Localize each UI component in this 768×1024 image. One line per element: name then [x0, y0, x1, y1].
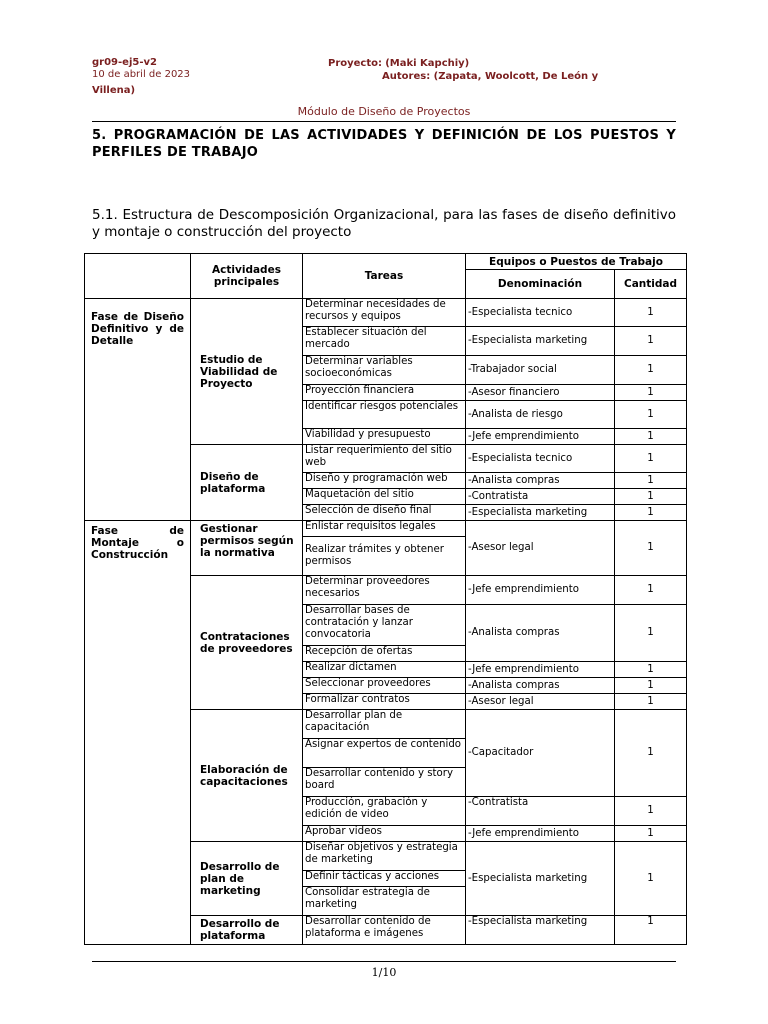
- task-cell: Diseñar objetivos y estrategia de marketing: [303, 842, 466, 871]
- denomination-cell: -Especialista marketing: [466, 327, 615, 356]
- quantity-cell: 1: [615, 401, 687, 429]
- activity-cell: Gestionar permisos según la normativa: [191, 521, 303, 576]
- denomination-cell: -Analista de riesgo: [466, 401, 615, 429]
- quantity-cell: 1: [615, 678, 687, 694]
- activity-cell: Desarrollo de plan de marketing: [191, 842, 303, 916]
- doc-code: gr09-ej5-v2: [92, 57, 157, 68]
- denomination-cell: -Jefe emprendimiento: [466, 826, 615, 842]
- quantity-cell: 1: [615, 521, 687, 576]
- quantity-cell: 1: [615, 576, 687, 605]
- header-rule: [92, 121, 676, 122]
- footer-rule: [92, 961, 676, 962]
- task-cell: Seleccionar proveedores: [303, 678, 466, 694]
- authors-label: Autores: [382, 71, 427, 82]
- quantity-cell: 1: [615, 445, 687, 473]
- task-cell: Formalizar contratos: [303, 694, 466, 710]
- header-phase: [85, 254, 191, 299]
- denomination-cell: -Especialista tecnico: [466, 445, 615, 473]
- module-title: Módulo de Diseño de Proyectos: [297, 105, 471, 118]
- task-cell: Producción, grabación y edición de video: [303, 797, 466, 826]
- quantity-cell: 1: [615, 710, 687, 797]
- header-denomination: Denominación: [466, 270, 615, 299]
- task-cell: Asignar expertos de contenido: [303, 739, 466, 768]
- quantity-cell: 1: [615, 327, 687, 356]
- activity-cell: Estudio de Viabilidad de Proyecto: [191, 299, 303, 445]
- organizational-breakdown-table: [84, 253, 687, 945]
- activity-cell: Desarrollo de plataforma: [191, 916, 303, 945]
- task-cell: Listar requerimiento del sitio web: [303, 445, 466, 473]
- task-cell: Diseño y programación web: [303, 473, 466, 489]
- phase-cell: Fase de Diseño Definitivo y de Detalle: [85, 299, 191, 521]
- denomination-cell: -Analista compras: [466, 678, 615, 694]
- denomination-cell: -Especialista marketing: [466, 842, 615, 916]
- task-cell: Determinar proveedores necesarios: [303, 576, 466, 605]
- section-title: 5. PROGRAMACIÓN DE LAS ACTIVIDADES Y DEFINICIÓN DE LOS PUESTOS Y PERFILES DE TRABAJO: [92, 128, 676, 160]
- task-cell: Aprobar videos: [303, 826, 466, 842]
- subsection-title: 5.1. Estructura de Descomposición Organizacional, para las fases de diseño definitivo y montaje o construcción del proyecto: [92, 207, 676, 240]
- quantity-cell: 1: [615, 385, 687, 401]
- task-cell: Determinar necesidades de recursos y equipos: [303, 299, 466, 327]
- task-cell: Proyección financiera: [303, 385, 466, 401]
- activity-cell: Diseño de plataforma: [191, 445, 303, 521]
- denomination-cell: -Jefe emprendimiento: [466, 662, 615, 678]
- header-activities: Actividades principales: [191, 254, 303, 299]
- quantity-cell: 1: [615, 299, 687, 327]
- task-cell: Definir tácticas y acciones: [303, 871, 466, 887]
- task-cell: Viabilidad y presupuesto: [303, 429, 466, 445]
- task-cell: Desarrollar contenido y story board: [303, 768, 466, 797]
- denomination-cell: -Especialista tecnico: [466, 299, 615, 327]
- quantity-cell: 1: [615, 826, 687, 842]
- phase-cell: Fase de Montaje o Construcción: [85, 521, 191, 945]
- quantity-cell: 1: [615, 429, 687, 445]
- denomination-cell: -Jefe emprendimiento: [466, 429, 615, 445]
- task-cell: Desarrollar bases de contratación y lanzar convocatoria: [303, 605, 466, 646]
- task-cell: Realizar dictamen: [303, 662, 466, 678]
- task-cell: Identificar riesgos potenciales: [303, 401, 466, 429]
- doc-date: 10 de abril de 2023: [92, 69, 191, 80]
- task-cell: Recepción de ofertas: [303, 646, 466, 662]
- task-cell: Establecer situación del mercado: [303, 327, 466, 356]
- denomination-cell: -Asesor legal: [466, 694, 615, 710]
- denomination-cell: -Contratista: [466, 489, 615, 505]
- task-cell: Enlistar requisitos legales: [303, 521, 466, 537]
- denomination-cell: -Contratista: [466, 797, 615, 826]
- quantity-cell: 1: [615, 842, 687, 916]
- header-teams: Equipos o Puestos de Trabajo: [466, 254, 687, 270]
- denomination-cell: -Jefe emprendimiento: [466, 576, 615, 605]
- quantity-cell: 1: [615, 505, 687, 521]
- quantity-cell: 1: [615, 694, 687, 710]
- quantity-cell: 1: [615, 356, 687, 385]
- activity-cell: Elaboración de capacitaciones: [191, 710, 303, 842]
- project-line: [328, 57, 469, 71]
- denomination-cell: -Trabajador social: [466, 356, 615, 385]
- quantity-cell: 1: [615, 473, 687, 489]
- activity-cell: Contrataciones de proveedores: [191, 576, 303, 710]
- project-label: Proyecto:: [328, 58, 383, 69]
- quantity-cell: 1: [615, 662, 687, 678]
- task-cell: Desarrollar contenido de plataforma e imágenes: [303, 916, 466, 945]
- authors-value: : (Zapata, Woolcott, De León y Villena): [92, 71, 599, 96]
- task-cell: Desarrollar plan de capacitación: [303, 710, 466, 739]
- denomination-cell: -Especialista marketing: [466, 505, 615, 521]
- task-cell: Maquetación del sitio: [303, 489, 466, 505]
- denomination-cell: -Capacitador: [466, 710, 615, 797]
- header-tasks: Tareas: [303, 254, 466, 299]
- page-number: 1/10: [371, 966, 397, 979]
- task-cell: Realizar trámites y obtener permisos: [303, 537, 466, 576]
- denomination-cell: -Especialista marketing: [466, 916, 615, 945]
- denomination-cell: -Asesor financiero: [466, 385, 615, 401]
- authors-line: [92, 70, 612, 98]
- task-cell: Determinar variables socioeconómicas: [303, 356, 466, 385]
- project-value: (Maki Kapchiy): [385, 58, 470, 69]
- quantity-cell: 1: [615, 916, 687, 945]
- denomination-cell: -Analista compras: [466, 605, 615, 662]
- task-cell: Consolidar estrategia de marketing: [303, 887, 466, 916]
- quantity-cell: 1: [615, 605, 687, 662]
- denomination-cell: -Analista compras: [466, 473, 615, 489]
- header-quantity: Cantidad: [615, 270, 687, 299]
- task-cell: Selección de diseño final: [303, 505, 466, 521]
- quantity-cell: 1: [615, 489, 687, 505]
- quantity-cell: 1: [615, 797, 687, 826]
- denomination-cell: -Asesor legal: [466, 521, 615, 576]
